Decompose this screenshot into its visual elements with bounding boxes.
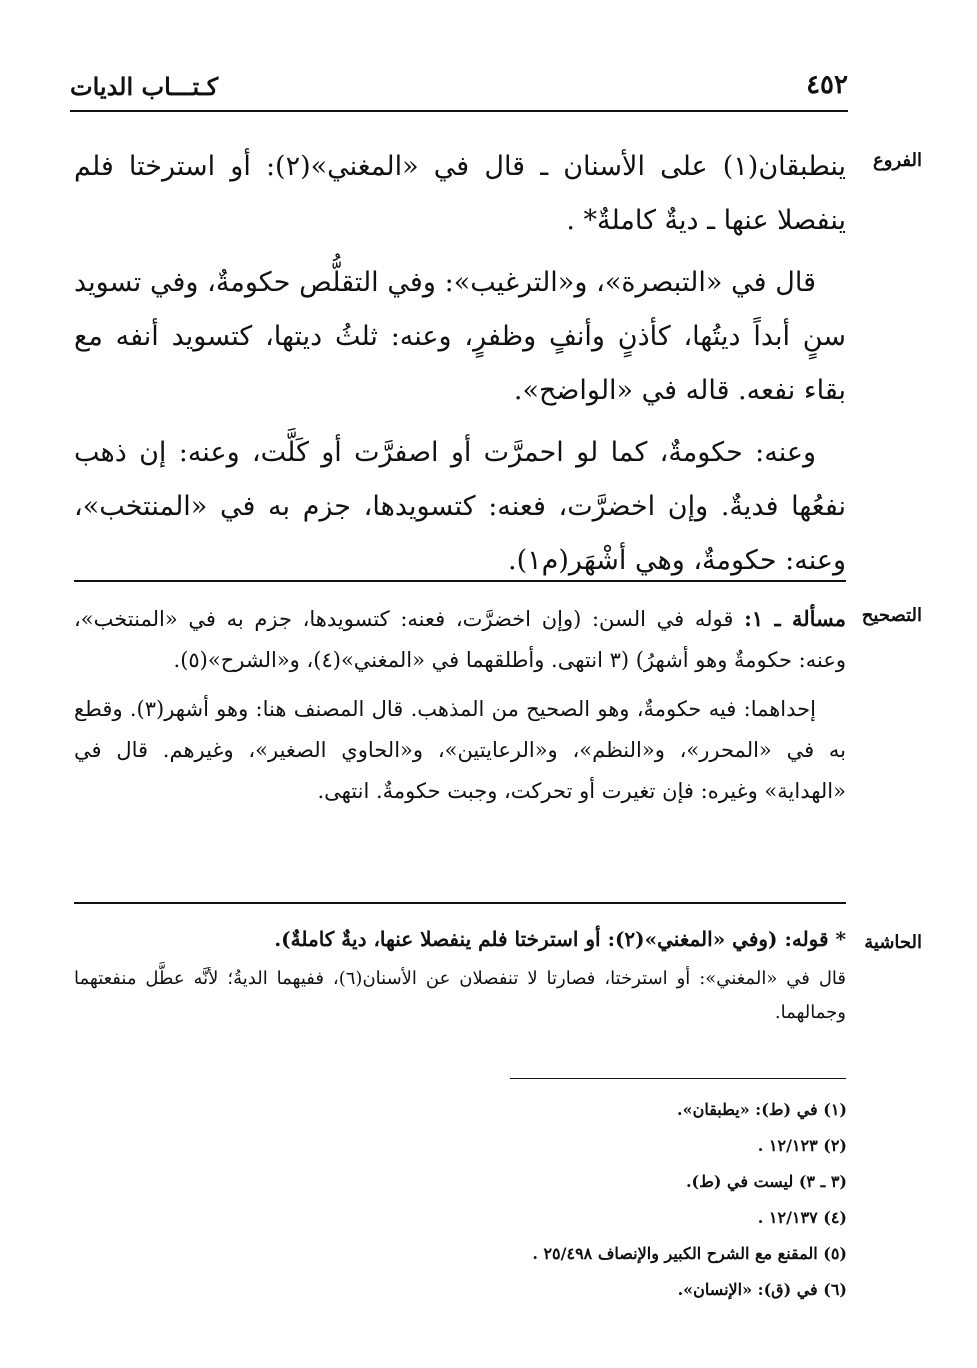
tashih-paragraph-2: إحداهما: فيه حكومةٌ، وهو الصحيح من المذهب. قال المصنف هنا: وهو أشهر(٣). وقطع به في «المحرر»، و«النظم»، و«الرعايتين»، و«الحاوي الصغير»، وغيرهم. قال في «الهداية» وغيره: فإن تغيرت أو تحركت، وجبت حكومةٌ. انتهى. [74,697,846,803]
footnote: (٦) في (ق): «الإنسان». [677,1280,847,1299]
footnotes [247,1092,847,1308]
furu-paragraph-3: وعنه: حكومةٌ، كما لو احمرَّت أو اصفرَّت أو كَلَّت، وعنه: إن ذهب نفعُها فديةٌ. وإن اخضرَّت، فعنه: كتسويدها، جزم به في «المنتخب»، وعنه: حكومةٌ، وهي أشْهَر(م١). [74,437,846,576]
masala-title: مسألة ـ ١: [744,606,846,631]
footnote: (١) في (ط): «يطبقان». [677,1100,847,1119]
section-divider [74,902,846,904]
section-label-furu: الفروع [873,150,922,171]
tashih-paragraph-1 [74,598,846,681]
section-label-tashih: التصحيح [861,605,922,626]
page-header [70,70,848,112]
hashiya-paragraph-1: * قوله: (وفي «المغني»(٢): أو استرختا فلم ينفصلا عنها، ديةٌ كاملةٌ). [274,927,846,951]
footnote-separator [510,1078,846,1079]
running-title: كـتـــاب الديات [70,72,219,101]
page-number: ٤٥٢ [806,70,848,100]
tashih-section [74,598,846,812]
footnote: (٥) المقنع مع الشرح الكبير والإنصاف ٢٥/٤٩٨ . [532,1244,847,1263]
hashiya-section [74,922,846,1030]
footnote: (٤) ١٢/١٣٧ . [757,1208,847,1227]
footnote: (٣ ـ ٣) ليست في (ط). [685,1172,847,1191]
masala-body: قوله في السن: (وإن اخضرَّت، فعنه: كتسويدها، جزم به في «المنتخب»، وعنه: حكومةٌ وهو أشهرُ) (٣ انتهى. وأطلقهما في «المغني»(٤)، و«الشرح»(٥). [74,607,846,672]
footnote: (٢) ١٢/١٢٣ . [757,1136,847,1155]
furu-section [74,140,846,588]
hashiya-paragraph-2: قال في «المغني»: أو استرختا، فصارتا لا تنفصلان عن الأسنان(٦)، ففيهما الديةُ؛ لأنَّه عطَّل منفعتهما وجمالهما. [74,968,846,1023]
furu-paragraph-1: ينطبقان(١) على الأسنان ـ قال في «المغني»(٢): أو استرختا فلم ينفصلا عنها ـ ديةٌ كاملةٌ* . [74,151,847,236]
section-divider [74,580,846,582]
furu-paragraph-2: قال في «التبصرة»، و«الترغيب»: وفي التقلُّص حكومةٌ، وفي تسويد سنٍ أبداً ديتُها، كأذنٍ وأنفٍ وظفرٍ، وعنه: ثلثُ ديتها، كتسويد أنفه مع بقاء نفعه. قاله في «الواضح». [74,267,846,406]
section-label-hashiya: الحاشية [864,932,922,953]
